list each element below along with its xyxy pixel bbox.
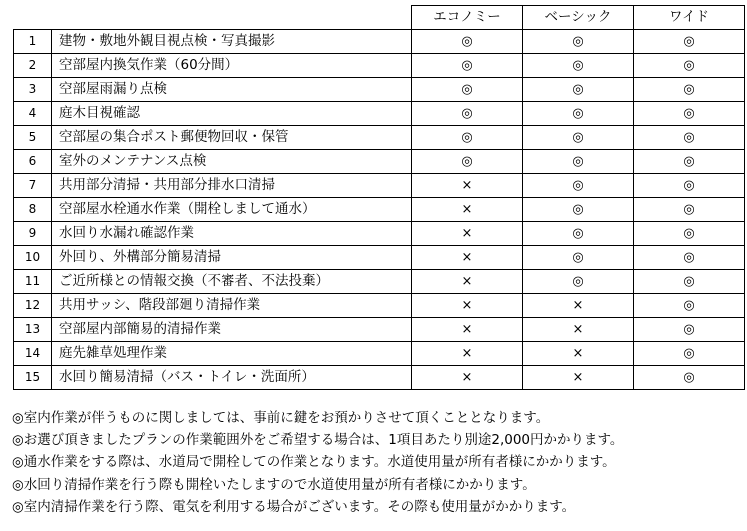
plan-mark-basic: ◎ — [523, 126, 634, 150]
plan-mark-economy: ◎ — [412, 30, 523, 54]
plan-mark-wide: ◎ — [634, 78, 745, 102]
table-row — [14, 294, 745, 318]
task-name: 共用部分清掃・共用部分排水口清掃 — [52, 174, 412, 198]
plan-mark-wide: ◎ — [634, 246, 745, 270]
task-name: 庭木目視確認 — [52, 102, 412, 126]
table-header-row — [14, 6, 745, 30]
plan-mark-wide: ◎ — [634, 294, 745, 318]
row-number: 6 — [14, 150, 52, 174]
plan-mark-economy: × — [412, 342, 523, 366]
table-row — [14, 318, 745, 342]
plan-mark-wide: ◎ — [634, 366, 745, 390]
plan-mark-basic: ◎ — [523, 198, 634, 222]
plan-mark-economy: × — [412, 174, 523, 198]
row-number: 2 — [14, 54, 52, 78]
task-name: ご近所様との情報交換（不審者、不法投棄） — [52, 270, 412, 294]
task-name: 外回り、外構部分簡易清掃 — [52, 246, 412, 270]
note-line: ◎お選び頂きましたプランの作業範囲外をご希望する場合は、1項目あたり別途2,000円かかります。 — [12, 432, 624, 449]
plan-mark-basic: ◎ — [523, 102, 634, 126]
plan-mark-economy: ◎ — [412, 102, 523, 126]
plan-mark-wide: ◎ — [634, 318, 745, 342]
row-number: 15 — [14, 366, 52, 390]
table-row — [14, 198, 745, 222]
plan-mark-economy: × — [412, 366, 523, 390]
table-row — [14, 150, 745, 174]
notes-list — [12, 407, 623, 518]
plan-mark-wide: ◎ — [634, 54, 745, 78]
task-name: 空部屋の集合ポスト郵便物回収・保管 — [52, 126, 412, 150]
task-name: 庭先雑草処理作業 — [52, 342, 412, 366]
plan-mark-basic: × — [523, 318, 634, 342]
note-line: ◎室内作業が伴うものに関しましては、事前に鍵をお預かりさせて頂くこととなります。 — [12, 410, 550, 426]
plan-mark-economy: ◎ — [412, 78, 523, 102]
plan-mark-basic: ◎ — [523, 150, 634, 174]
note-line: ◎水回り清掃作業を行う際も開栓いたしますので水道使用量が所有者様にかかります。 — [12, 476, 536, 493]
table-body — [14, 30, 745, 390]
header-plan-basic: ベーシック — [523, 6, 634, 30]
row-number: 8 — [14, 198, 52, 222]
plan-mark-basic: ◎ — [523, 222, 634, 246]
plan-mark-economy: ◎ — [412, 126, 523, 150]
plan-mark-wide: ◎ — [634, 198, 745, 222]
plan-mark-basic: ◎ — [523, 246, 634, 270]
header-blank-num — [14, 6, 52, 30]
row-number: 7 — [14, 174, 52, 198]
table-row — [14, 78, 745, 102]
header-plan-economy: エコノミー — [412, 6, 523, 30]
service-plan-table — [13, 5, 745, 390]
row-number: 11 — [14, 270, 52, 294]
plan-mark-economy: ◎ — [412, 150, 523, 174]
plan-mark-basic: × — [523, 366, 634, 390]
table-row — [14, 102, 745, 126]
table-row — [14, 126, 745, 150]
plan-mark-wide: ◎ — [634, 150, 745, 174]
row-number: 3 — [14, 78, 52, 102]
row-number: 5 — [14, 126, 52, 150]
note-line: ◎通水作業をする際は、水道局で開栓しての作業となります。水道使用量が所有者様にかかります。 — [12, 454, 616, 471]
plan-mark-wide: ◎ — [634, 222, 745, 246]
header-plan-wide: ワイド — [634, 6, 745, 30]
plan-mark-wide: ◎ — [634, 102, 745, 126]
table-row — [14, 54, 745, 78]
plan-mark-economy: × — [412, 318, 523, 342]
table-row — [14, 366, 745, 390]
table-row — [14, 174, 745, 198]
task-name: 空部屋内部簡易的清掃作業 — [52, 318, 412, 342]
plan-mark-basic: ◎ — [523, 270, 634, 294]
row-number: 1 — [14, 30, 52, 54]
plan-mark-economy: ◎ — [412, 54, 523, 78]
task-name: 室外のメンテナンス点検 — [52, 150, 412, 174]
table-row — [14, 30, 745, 54]
plan-mark-basic: ◎ — [523, 54, 634, 78]
row-number: 12 — [14, 294, 52, 318]
task-name: 空部屋内換気作業（60分間） — [52, 54, 412, 78]
plan-mark-wide: ◎ — [634, 270, 745, 294]
plan-mark-economy: × — [412, 270, 523, 294]
header-blank-task — [52, 6, 412, 30]
plan-mark-wide: ◎ — [634, 342, 745, 366]
note-line: ◎室内清掃作業を行う際、電気を利用する場合がございます。その際も使用量がかかります。 — [12, 498, 576, 515]
plan-mark-basic: × — [523, 294, 634, 318]
row-number: 14 — [14, 342, 52, 366]
plan-mark-economy: × — [412, 222, 523, 246]
plan-mark-economy: × — [412, 294, 523, 318]
row-number: 9 — [14, 222, 52, 246]
plan-mark-wide: ◎ — [634, 30, 745, 54]
plan-mark-economy: × — [412, 246, 523, 270]
table-row — [14, 342, 745, 366]
plan-mark-basic: ◎ — [523, 174, 634, 198]
task-name: 水回り水漏れ確認作業 — [52, 222, 412, 246]
table-row — [14, 270, 745, 294]
task-name: 共用サッシ、階段部廻り清掃作業 — [52, 294, 412, 318]
row-number: 4 — [14, 102, 52, 126]
task-name: 空部屋雨漏り点検 — [52, 78, 412, 102]
task-name: 水回り簡易清掃（バス・トイレ・洗面所） — [52, 366, 412, 390]
plan-mark-wide: ◎ — [634, 174, 745, 198]
table-row — [14, 222, 745, 246]
plan-mark-basic: ◎ — [523, 30, 634, 54]
plan-mark-basic: × — [523, 342, 634, 366]
plan-mark-basic: ◎ — [523, 78, 634, 102]
task-name: 空部屋水栓通水作業（開栓しまして通水） — [52, 198, 412, 222]
row-number: 10 — [14, 246, 52, 270]
task-name: 建物・敷地外観目視点検・写真撮影 — [52, 30, 412, 54]
plan-mark-economy: × — [412, 198, 523, 222]
plan-mark-wide: ◎ — [634, 126, 745, 150]
table-row — [14, 246, 745, 270]
row-number: 13 — [14, 318, 52, 342]
